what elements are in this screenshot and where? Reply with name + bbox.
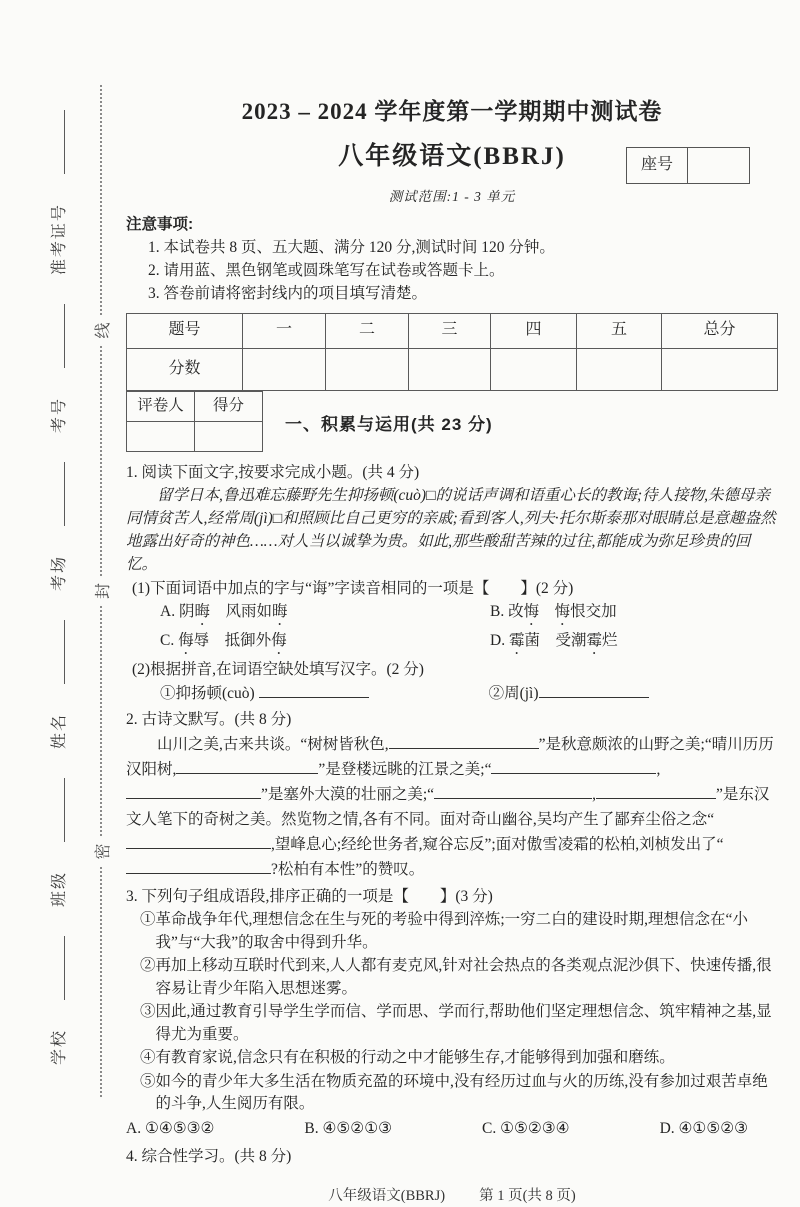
seal-line bbox=[90, 85, 112, 1097]
q1-option-b: B. 改悔 悔恨交加 bbox=[490, 602, 617, 620]
q3-options bbox=[126, 1118, 778, 1140]
field-label-exam-no: 考号 bbox=[50, 397, 68, 434]
q2-blank-5 bbox=[434, 785, 592, 799]
grader-label: 评卷人 bbox=[127, 391, 195, 421]
seat-number-label: 座号 bbox=[640, 155, 673, 173]
seat-number-blank bbox=[687, 148, 749, 183]
score-cell-2 bbox=[326, 348, 409, 390]
field-blank-admission-no bbox=[50, 110, 65, 174]
q3-option-d: D. ④①⑤②③ bbox=[659, 1120, 748, 1138]
seal-dotted-line bbox=[100, 85, 102, 315]
notice-item-3: 3. 答卷前请将密封线内的项目填写清楚。 bbox=[148, 285, 428, 303]
q1-stem: 1. 阅读下面文字,按要求完成小题。(共 4 分) bbox=[126, 463, 420, 481]
q1-fill-2-blank bbox=[539, 684, 649, 698]
seal-dotted-line bbox=[100, 346, 102, 576]
score-cell-total bbox=[662, 348, 778, 390]
q3-stem: 3. 下列句子组成语段,排序正确的一项是【 】(3 分) bbox=[126, 888, 493, 906]
score-cell-1 bbox=[243, 348, 326, 390]
q2-blank-6 bbox=[596, 785, 716, 799]
score-table-value-row bbox=[127, 348, 778, 390]
q3-sentence-1: ①革命战争年代,理想信念在生与死的考验中得到淬炼;一穷二白的建设时期,理想信念在“小我”与“大我”的取舍中得到升华。 bbox=[140, 911, 748, 951]
test-scope: 测试范围:1 - 3 单元 bbox=[388, 188, 516, 204]
field-label-exam-room: 考场 bbox=[50, 555, 68, 592]
paper-title: 2023 – 2024 学年度第一学期期中测试卷 bbox=[241, 99, 663, 124]
footer-page-number: 第 1 页(共 8 页) bbox=[479, 1188, 576, 1205]
field-blank-exam-no bbox=[50, 304, 65, 368]
q2-blank-7 bbox=[126, 835, 271, 849]
q2-dictation-paragraph: 山川之美,古来共谈。“树树皆秋色, ”是秋意颇浓的山野之美;“晴川历历汉阳树, ”是登楼远眺的江景之美;“ ,”是塞外大漠的壮丽之美;“ , ”是东汉文人笔下的奇树之美。然览物之情,各有不同。面对奇山幽谷,吴均产生了鄙弃尘俗之念“,望峰息心;经纶世务者,窥谷忘反”;面对傲雪凌霜的松柏,刘桢发出了“?松柏有本性”的赞叹。 bbox=[126, 735, 774, 879]
field-blank-class bbox=[50, 778, 65, 842]
q1-option-d: D. 霉菌 受潮霉烂 bbox=[490, 631, 618, 649]
score-header-5: 五 bbox=[577, 313, 662, 348]
grader-box bbox=[126, 391, 263, 452]
q1-options bbox=[126, 601, 778, 658]
q3-sentence-5: ⑤如今的青少年大多生活在物质充盈的环境中,没有经历过血与火的历练,没有参加过艰苦卓绝的斗争,人生阅历有限。 bbox=[140, 1072, 768, 1112]
grader-row bbox=[126, 391, 778, 452]
q2-stem: 2. 古诗文默写。(共 8 分) bbox=[126, 710, 292, 728]
seat-number-box bbox=[626, 147, 750, 184]
score-header-total: 总分 bbox=[662, 313, 778, 348]
score-label: 得分 bbox=[195, 391, 263, 421]
q3-sentence-2: ②再加上移动互联时代到来,人人都有麦克风,针对社会热点的各类观点泥沙俱下、快速传播,很容易让青少年陷入思想迷雾。 bbox=[140, 957, 772, 997]
q3-sentence-3: ③因此,通过教育引导学生学而信、学而思、学而行,帮助他们坚定理想信念、筑牢精神之基,显得尤为重要。 bbox=[140, 1003, 772, 1043]
seal-char-feng: 封 bbox=[94, 583, 112, 600]
notice-item-2: 2. 请用蓝、黑色钢笔或圆珠笔写在试卷或答题卡上。 bbox=[148, 262, 505, 280]
paper-subtitle: 八年级语文(BBRJ) bbox=[338, 142, 566, 170]
seal-char-xian: 线 bbox=[94, 322, 112, 339]
score-cell-4 bbox=[491, 348, 577, 390]
field-blank-exam-room bbox=[50, 462, 65, 526]
score-summary-table bbox=[126, 313, 778, 391]
seal-dotted-line bbox=[100, 606, 102, 836]
score-header-3: 三 bbox=[409, 313, 491, 348]
q1-option-a: A. 阴晦 风雨如晦 bbox=[160, 602, 288, 620]
field-label-class: 班级 bbox=[50, 871, 68, 908]
field-blank-school bbox=[50, 936, 65, 1000]
q2-blank-8 bbox=[126, 860, 271, 874]
seal-dotted-line bbox=[100, 867, 102, 1097]
q1-option-c: C. 侮辱 抵御外侮 bbox=[160, 631, 287, 649]
q1-sub2: (2)根据拼音,在词语空缺处填写汉字。(2 分) bbox=[132, 660, 424, 678]
q2-blank-4 bbox=[126, 785, 261, 799]
q3-sentence-4: ④有教育家说,信念只有在积极的行动之中才能够生存,才能够得到加强和磨练。 bbox=[140, 1049, 675, 1067]
notice-section bbox=[126, 214, 778, 306]
seal-char-mi: 密 bbox=[94, 843, 112, 860]
q1-sub1: (1)下面词语中加点的字与“诲”字读音相同的一项是【 】(2 分) bbox=[132, 579, 574, 597]
score-header-4: 四 bbox=[491, 313, 577, 348]
score-cell-3 bbox=[409, 348, 491, 390]
field-label-school: 学校 bbox=[50, 1028, 68, 1065]
q1-fill-2: ②周(jì) bbox=[489, 683, 649, 705]
score-table-header-row bbox=[127, 313, 778, 348]
field-label-admission-no: 准考证号 bbox=[50, 203, 68, 276]
exam-paper bbox=[126, 86, 778, 1207]
q1-fill-1-blank bbox=[259, 684, 369, 698]
q1-passage: 留学日本,鲁迅难忘藤野先生抑扬顿(cuò)□的说话声调和语重心长的教诲;待人接物,朱德母亲同情贫苦人,经常周(jì)□和照顾比自己更穷的亲戚;看到客人,列夫·托尔斯泰那对眼睛总是意趣盎然地露出好奇的神色……对人当以诚挚为贵。如此,那些酸甜苦辣的过往,都能成为弥足珍贵的回忆。 bbox=[126, 486, 776, 574]
score-header-timu: 题号 bbox=[127, 313, 243, 348]
subtitle-row bbox=[126, 139, 778, 185]
q3-option-c: C. ①⑤②③④ bbox=[482, 1120, 570, 1138]
q4-stem: 4. 综合性学习。(共 8 分) bbox=[126, 1148, 292, 1166]
score-blank-cell bbox=[195, 421, 263, 451]
q2-blank-1 bbox=[389, 735, 539, 749]
q2-blank-3 bbox=[491, 760, 656, 774]
student-info-margin bbox=[36, 80, 78, 1095]
q1-fill-row bbox=[126, 683, 778, 705]
q3-option-b: B. ④⑤②①③ bbox=[304, 1120, 392, 1138]
q3-option-a: A. ①④⑤③② bbox=[126, 1120, 215, 1138]
field-blank-name bbox=[50, 620, 65, 684]
notice-item-1: 1. 本试卷共 8 页、五大题、满分 120 分,测试时间 120 分钟。 bbox=[148, 238, 555, 256]
score-header-1: 一 bbox=[243, 313, 326, 348]
score-row-label: 分数 bbox=[127, 348, 243, 390]
score-cell-5 bbox=[577, 348, 662, 390]
field-label-name: 姓名 bbox=[50, 713, 68, 750]
grader-blank-cell bbox=[127, 421, 195, 451]
section-1-heading: 一、积累与运用(共 23 分) bbox=[285, 414, 493, 434]
q1-fill-1: ①抑扬顿(cuò) bbox=[160, 683, 369, 705]
q2-blank-2 bbox=[176, 760, 318, 774]
notice-heading: 注意事项: bbox=[126, 215, 194, 233]
page-footer bbox=[126, 1186, 778, 1207]
score-header-2: 二 bbox=[326, 313, 409, 348]
footer-paper-name: 八年级语文(BBRJ) bbox=[328, 1188, 446, 1205]
